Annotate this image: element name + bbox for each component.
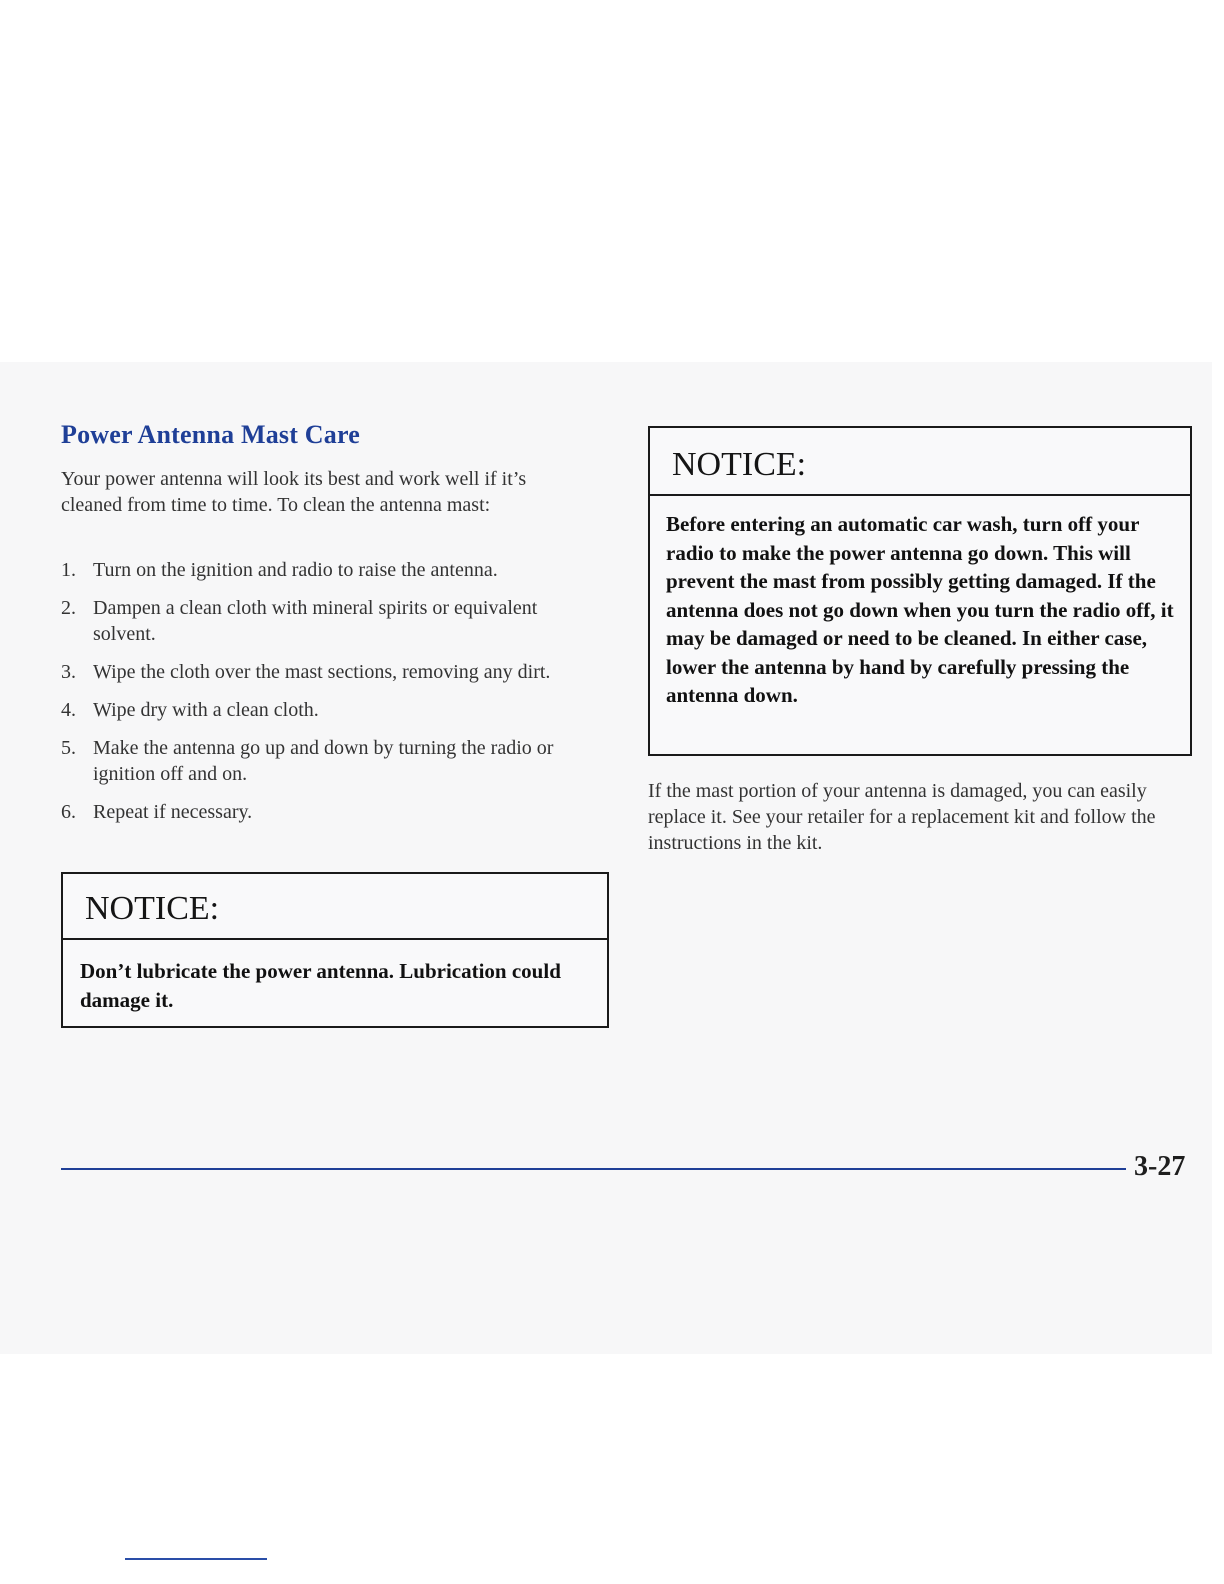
step-number: 5. <box>61 737 76 759</box>
step-text: Repeat if necessary. <box>93 801 253 823</box>
list-item <box>61 735 591 787</box>
step-number: 1. <box>61 559 76 581</box>
notice-heading: NOTICE: <box>650 428 1190 496</box>
step-text: Turn on the ignition and radio to raise the antenna. <box>93 559 498 581</box>
list-item <box>61 799 591 825</box>
step-number: 3. <box>61 661 76 683</box>
steps-list <box>61 557 591 825</box>
notice-body: Before entering an automatic car wash, turn off your radio to make the power antenna go down. This will prevent the mast from possibly getting damaged. If the antenna does not go down when you turn the radio off, it may be damaged or need to be cleaned. In either case, lower the antenna by hand by carefully pressing the antenna down. <box>666 512 1174 707</box>
intro-paragraph: Your power antenna will look its best and work well if it’s cleaned from time to time. To clean the antenna mast: <box>61 468 527 516</box>
page-number: 3-27 <box>1134 1151 1186 1182</box>
step-text: Wipe the cloth over the mast sections, removing any dirt. <box>93 661 551 683</box>
step-text: Make the antenna go up and down by turning the radio or ignition off and on. <box>93 737 554 785</box>
list-item <box>61 697 591 723</box>
notice-box-car-wash <box>648 426 1192 756</box>
footer-rule <box>61 1168 1126 1170</box>
bottom-divider <box>125 1558 267 1560</box>
step-number: 6. <box>61 801 76 823</box>
notice-body: Don’t lubricate the power antenna. Lubrication could damage it. <box>80 959 561 1012</box>
list-item <box>61 659 591 685</box>
step-text: Dampen a clean cloth with mineral spirits or equivalent solvent. <box>93 597 538 645</box>
step-text: Wipe dry with a clean cloth. <box>93 699 319 721</box>
step-number: 4. <box>61 699 76 721</box>
list-item <box>61 557 591 583</box>
section-title: Power Antenna Mast Care <box>61 420 360 449</box>
step-number: 2. <box>61 597 76 619</box>
notice-box-lubrication <box>61 872 609 1028</box>
replacement-paragraph: If the mast portion of your antenna is damaged, you can easily replace it. See your retailer for a replacement kit and follow the instructions in the kit. <box>648 780 1156 854</box>
notice-heading: NOTICE: <box>63 874 607 940</box>
list-item <box>61 595 591 647</box>
